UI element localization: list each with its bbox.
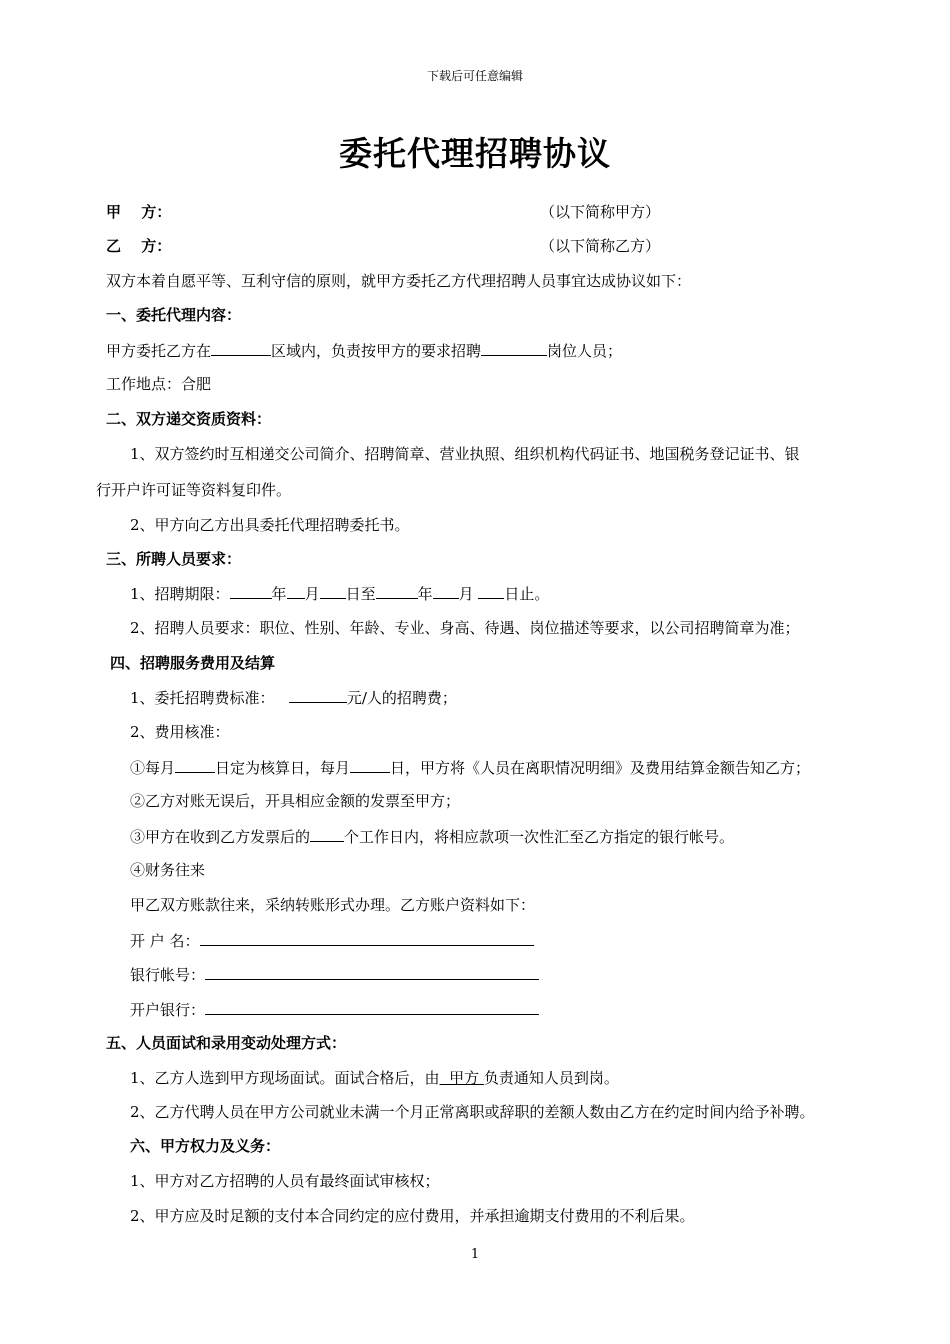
year-label: 年 [271, 585, 287, 603]
account-bank-blank[interactable] [205, 998, 539, 1015]
workdays-blank[interactable] [310, 825, 344, 842]
party-b-label: 乙 方： [106, 237, 172, 255]
section-5-heading: 五、人员面试和录用变动处理方式： [106, 1034, 347, 1052]
account-number-blank[interactable] [205, 963, 539, 980]
page-number: 1 [470, 1247, 480, 1262]
day-to-label: 日至 [345, 585, 376, 603]
section-4-heading: 四、招聘服务费用及结算 [110, 654, 276, 672]
region-blank[interactable] [211, 339, 271, 356]
notify-party-underlined: 甲方 [439, 1069, 484, 1087]
end-day-blank[interactable] [478, 582, 504, 599]
party-a-label: 甲 方： [106, 203, 172, 221]
section-6-heading: 六、甲方权力及义务： [130, 1137, 281, 1155]
account-bank-line [130, 998, 539, 1021]
clause-4: ④财务往来 [130, 861, 206, 879]
account-number-label: 银行帐号： [130, 966, 206, 984]
section-3-heading: 三、所聘人员要求： [106, 550, 242, 568]
intro-paragraph: 双方本着自愿平等、互利守信的原则，就甲方委托乙方代理招聘人员事宜达成协议如下： [106, 272, 692, 290]
section-1-line1 [106, 339, 622, 362]
clause-1 [130, 756, 810, 779]
s1-text-c: 岗位人员； [547, 342, 623, 360]
month2-label: 月 [458, 585, 474, 603]
position-blank[interactable] [481, 339, 547, 356]
section-2-item1-b: 行开户许可证等资料复印件。 [96, 481, 292, 499]
section-6-item2: 2、甲方应及时足额的支付本合同约定的应付费用，并承担逾期支付费用的不利后果。 [130, 1207, 695, 1225]
end-label: 日止。 [504, 585, 550, 603]
clause-2: ②乙方对账无误后，开具相应金额的发票至甲方； [130, 792, 461, 810]
fee-unit-label: 元/人的招聘费； [346, 689, 457, 707]
section-3-item1 [130, 582, 549, 605]
end-month-blank[interactable] [433, 582, 459, 599]
section-2-item1-a: 1、双方签约时互相递交公司简介、招聘简章、营业执照、组织机构代码证书、地国税务登记证书、银 [130, 445, 800, 463]
clause-1-c: 日，甲方将《人员在离职情况明细》及费用结算金额告知乙方； [390, 759, 811, 777]
s5-item1-a: 1、乙方人选到甲方现场面试。面试合格后，由 [130, 1069, 440, 1087]
account-number-line [130, 963, 539, 986]
clause-1-b: 日定为核算日，每月 [215, 759, 351, 777]
section-6-item1: 1、甲方对乙方招聘的人员有最终面试审核权； [130, 1172, 440, 1190]
fee-standard-label: 1、委托招聘费标准： [130, 689, 275, 707]
s1-text-b: 区域内，负责按甲方的要求招聘 [271, 342, 482, 360]
s1-text-a: 甲方委托乙方在 [106, 342, 212, 360]
party-b-note: （以下简称乙方） [540, 237, 661, 255]
account-bank-label: 开户银行： [130, 1001, 206, 1019]
clause-3-b: 个工作日内，将相应款项一次性汇至乙方指定的银行帐号。 [344, 828, 735, 846]
start-year-blank[interactable] [230, 582, 272, 599]
fee-amount-blank[interactable] [289, 686, 347, 703]
party-a-note: （以下简称甲方） [540, 203, 661, 221]
work-location: 工作地点：合肥 [106, 375, 212, 393]
section-3-item2: 2、招聘人员要求：职位、性别、年龄、专业、身高、待遇、岗位描述等要求，以公司招聘简章为准； [130, 619, 800, 637]
fee-approval-label: 2、费用核准： [130, 723, 230, 741]
section-1-heading: 一、委托代理内容： [106, 306, 242, 324]
start-day-blank[interactable] [320, 582, 346, 599]
accounting-day-blank[interactable] [175, 756, 215, 773]
section-5-item2: 2、乙方代聘人员在甲方公司就业未满一个月正常离职或辞职的差额人数由乙方在约定时间内给予补聘。 [130, 1103, 815, 1121]
s5-item1-b: 负责通知人员到岗。 [483, 1069, 619, 1087]
start-month-blank[interactable] [287, 582, 305, 599]
section-2-item2: 2、甲方向乙方出具委托代理招聘委托书。 [130, 516, 410, 534]
header-note: 下载后可任意编辑 [426, 69, 523, 83]
document-title: 委托代理招聘协议 [339, 134, 611, 173]
fee-standard-line [130, 686, 457, 709]
end-year-blank[interactable] [376, 582, 418, 599]
account-name-line [130, 929, 534, 952]
section-2-heading: 二、双方递交资质资料： [106, 410, 272, 428]
account-name-blank[interactable] [200, 929, 534, 946]
clause-3 [130, 825, 734, 848]
recruit-period-label: 1、招聘期限： [130, 585, 230, 603]
account-name-label: 开 户 名： [130, 932, 200, 950]
clause-1-a: ①每月 [130, 759, 176, 777]
month-label: 月 [304, 585, 320, 603]
year2-label: 年 [417, 585, 433, 603]
clause-3-a: ③甲方在收到乙方发票后的 [130, 828, 311, 846]
notify-day-blank[interactable] [350, 756, 390, 773]
account-intro: 甲乙双方账款往来，采纳转账形式办理。乙方账户资料如下： [130, 896, 536, 914]
section-5-item1 [130, 1067, 619, 1089]
